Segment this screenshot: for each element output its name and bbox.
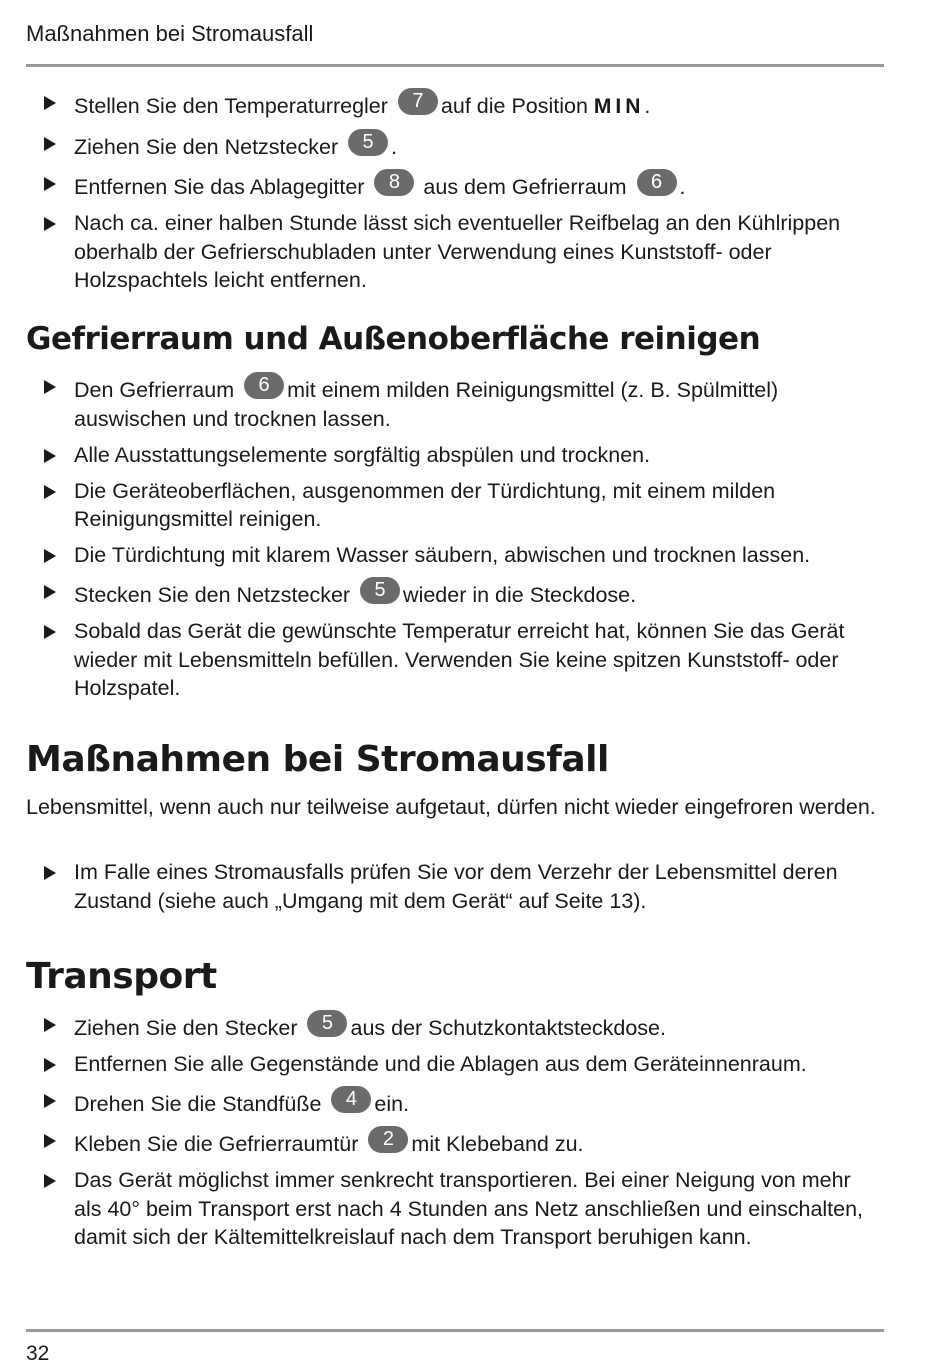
bullet-triangle-icon [44,177,56,191]
item-text: Im Falle eines Stromausfalls prüfen Sie vor dem Verzehr der Lebensmittel deren Zustand (siehe auch „Umgang mit dem Gerät“ auf Seite 13). [74,860,838,913]
power-failure-body [26,793,884,822]
list-item [26,441,884,470]
item-text: Drehen Sie die Standfüße [74,1092,322,1116]
section-power-failure [26,738,884,782]
item-text: Die Türdichtung mit klarem Wasser säubern, abwischen und trocknen lassen. [74,543,811,567]
item-text: Ziehen Sie den Stecker [74,1016,298,1040]
running-header: Maßnahmen bei Stromausfall [26,21,314,46]
list-item [26,88,884,122]
list-item [26,858,884,915]
list-item [26,541,884,570]
bullet-triangle-icon [44,1058,56,1072]
item-text: Entfernen Sie alle Gegenstände und die Ablagen aus dem Geräteinnenraum. [74,1052,807,1076]
section-heading: Gefrierraum und Außenoberfläche reinigen [26,321,761,357]
item-text: . [679,175,686,199]
bullet-triangle-icon [44,585,56,599]
item-text: Stecken Sie den Netzstecker [74,583,351,607]
list-item [26,1126,884,1159]
list-item [26,577,884,610]
list-item [26,617,884,703]
power-failure-list-block [26,858,884,923]
item-text: Den Gefrierraum [74,378,235,402]
item-text: Stellen Sie den Temperaturregler [74,94,388,118]
list-item [26,1010,884,1043]
part-number-badge: 6 [637,169,677,196]
bullet-triangle-icon [44,96,56,110]
item-text: . [644,94,651,118]
list-item [26,1166,884,1252]
section-paragraph: Lebensmittel, wenn auch nur teilweise aufgetaut, dürfen nicht wieder eingefroren werden. [26,795,876,819]
power-failure-list [26,858,884,915]
item-text: Alle Ausstattungselemente sorgfältig abspülen und trocknen. [74,442,651,467]
bullet-triangle-icon [44,217,56,231]
part-number-badge: 8 [374,169,414,196]
cleaning-list [26,372,884,703]
list-item [26,169,884,202]
list-item [26,477,884,534]
item-text: Das Gerät möglichst immer senkrecht transportieren. Bei einer Neigung von mehr als 40° beim Transport erst nach 4 Stunden ans Netz anschließen und einschalten, damit sich der Kältemittelkreislauf nach dem Transport beruhigen kann. [74,1168,864,1249]
item-text: Entfernen Sie das Ablagegitter [74,175,365,199]
item-text: aus der Schutzkontaktsteckdose. [350,1016,666,1040]
transport-list [26,1010,884,1252]
part-number-badge: 5 [307,1010,347,1037]
intro-list-block [26,88,884,302]
bullet-triangle-icon [44,1094,56,1108]
bullet-triangle-icon [44,380,56,394]
part-number-badge: 7 [398,88,438,115]
bullet-triangle-icon [44,866,56,880]
header-divider [26,64,884,67]
item-text: Die Geräteoberflächen, ausgenommen der Türdichtung, mit einem milden Reinigungsmittel reinigen. [74,478,776,531]
bullet-triangle-icon [44,1174,56,1188]
transport-list-block [26,1010,884,1259]
bullet-triangle-icon [44,485,56,499]
item-text: Ziehen Sie den Netzstecker [74,135,339,159]
part-number-badge: 2 [368,1126,408,1153]
footer-divider [26,1329,884,1332]
part-number-badge: 6 [244,372,284,399]
list-item [26,209,884,295]
part-number-badge: 5 [360,577,400,604]
list-item [26,372,884,433]
bullet-triangle-icon [44,449,56,463]
item-text: ein. [374,1092,410,1116]
intro-list [26,88,884,295]
item-text: . [391,135,398,159]
item-text: aus dem Gefrierraum [417,175,627,199]
item-text: Sobald das Gerät die gewünschte Temperatur erreicht hat, können Sie das Gerät wieder mit Lebensmitteln befüllen. Verwenden Sie keine spitzen Kunststoff- oder Holzspatel. [74,619,845,700]
bullet-triangle-icon [44,549,56,563]
item-text: mit einem milden Reinigungsmittel (z. B. Spülmittel) auswischen und trocknen lassen. [74,378,779,431]
bullet-triangle-icon [44,1018,56,1032]
list-item [26,1050,884,1079]
bullet-triangle-icon [44,1134,56,1148]
section-heading: Maßnahmen bei Stromausfall [26,739,609,780]
item-text: Nach ca. einer halben Stunde lässt sich eventueller Reifbelag an den Kühlrippen oberhalb der Gefrierschubladen unter Verwendung eines Kunststoff- oder Holzspachtels leicht entfernen. [74,211,841,292]
item-text: mit Klebeband zu. [411,1132,584,1156]
section-transport [26,955,884,999]
item-text: auf die Position [440,94,588,118]
min-position-label: MIN [593,95,645,118]
section-cleaning [26,320,884,358]
list-item [26,129,884,162]
cleaning-list-block [26,372,884,710]
section-heading: Transport [26,956,217,997]
bullet-triangle-icon [44,625,56,639]
part-number-badge: 5 [348,129,388,156]
item-text: wieder in die Steckdose. [403,583,637,607]
part-number-badge: 4 [331,1086,371,1113]
bullet-triangle-icon [44,137,56,151]
list-item [26,1086,884,1119]
page-number: 32 [26,1342,50,1365]
item-text: Kleben Sie die Gefrierraumtür [74,1132,359,1156]
